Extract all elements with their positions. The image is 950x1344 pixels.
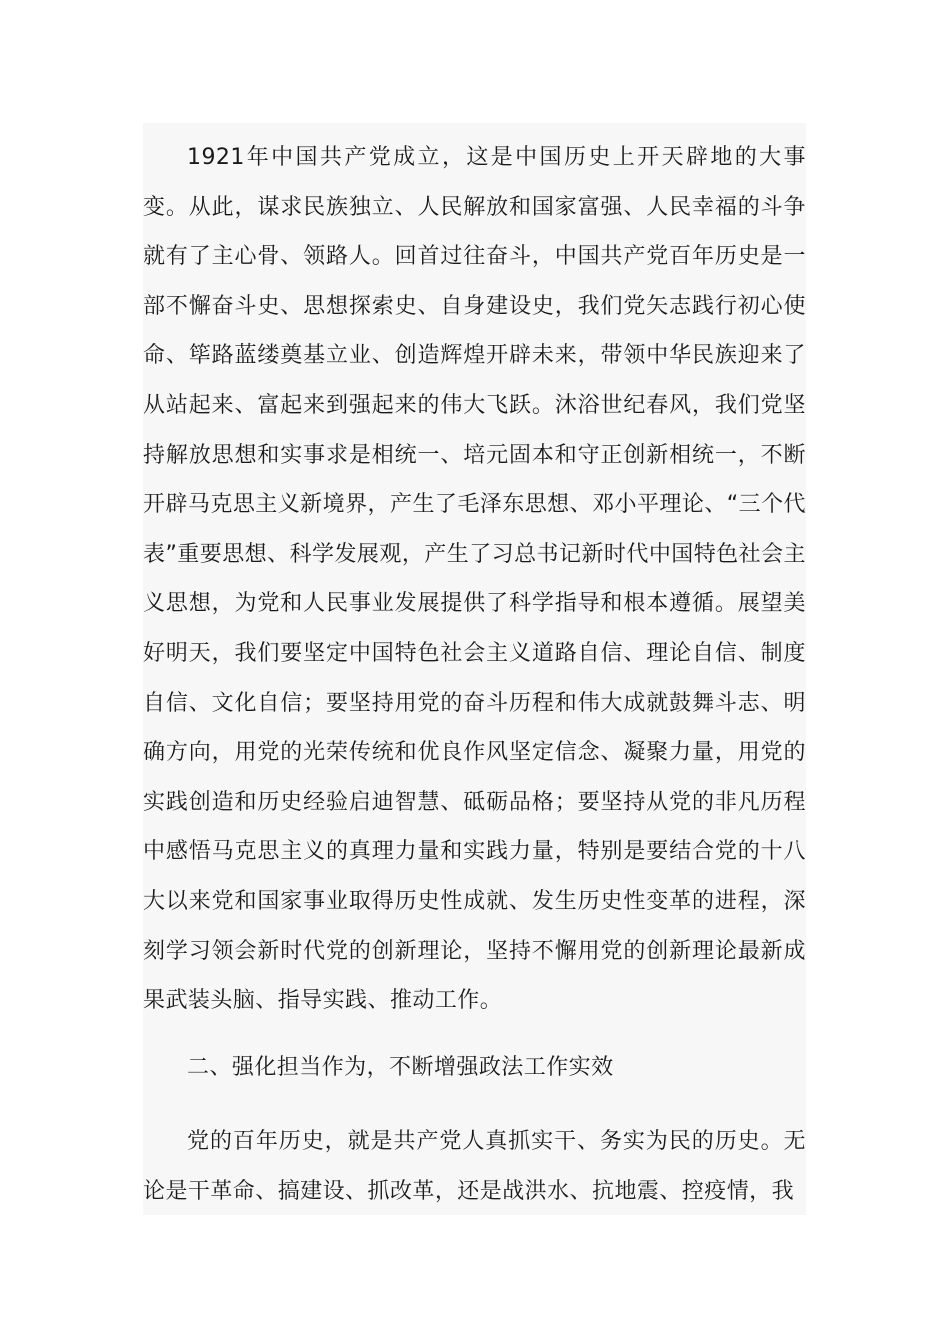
paragraph-party-history: 1921年中国共产党成立，这是中国历史上开天辟地的大事变。从此，谋求民族独立、人民解放和国家富强、人民幸福的斗争就有了主心骨、领路人。回首过往奋斗，中国共产党百年历史是一部不懈奋斗史、思想探索史、自身建设史，我们党矢志践行初心使命、筚路蓝缕奠基立业、创造辉煌开辟未来，带领中华民族迎来了从站起来、富起来到强起来的伟大飞跃。沐浴世纪春风，我们党坚持解放思想和实事求是相统一、培元固本和守正创新相统一，不断开辟马克思主义新境界，产生了毛泽东思想、邓小平理论、“三个代表”重要思想、科学发展观，产生了习总书记新时代中国特色社会主义思想，为党和人民事业发展提供了科学指导和根本遵循。展望美好明天，我们要坚定中国特色社会主义道路自信、理论自信、制度自信、文化自信；要坚持用党的奋斗历程和伟大成就鼓舞斗志、明确方向，用党的光荣传统和优良作风坚定信念、凝聚力量，用党的实践创造和历史经验启迪智慧、砥砺品格；要坚持从党的非凡历程中感悟马克思主义的真理力量和实践力量，特别是要结合党的十八大以来党和国家事业取得历史性成就、发生历史性变革的进程，深刻学习领会新时代党的创新理论，坚持不懈用党的创新理论最新成果武装头脑、指导实践、推动工作。 [143, 145, 806, 1014]
section-heading: 二、强化担当作为，不断增强政法工作实效 [187, 1055, 614, 1080]
document-text-block [143, 123, 806, 1215]
paragraph-practical-work: 党的百年历史，就是共产党人真抓实干、务实为民的历史。无论是干革命、搞建设、抓改革，还是战洪水、抗地震、控疫情，我 [143, 1129, 806, 1204]
